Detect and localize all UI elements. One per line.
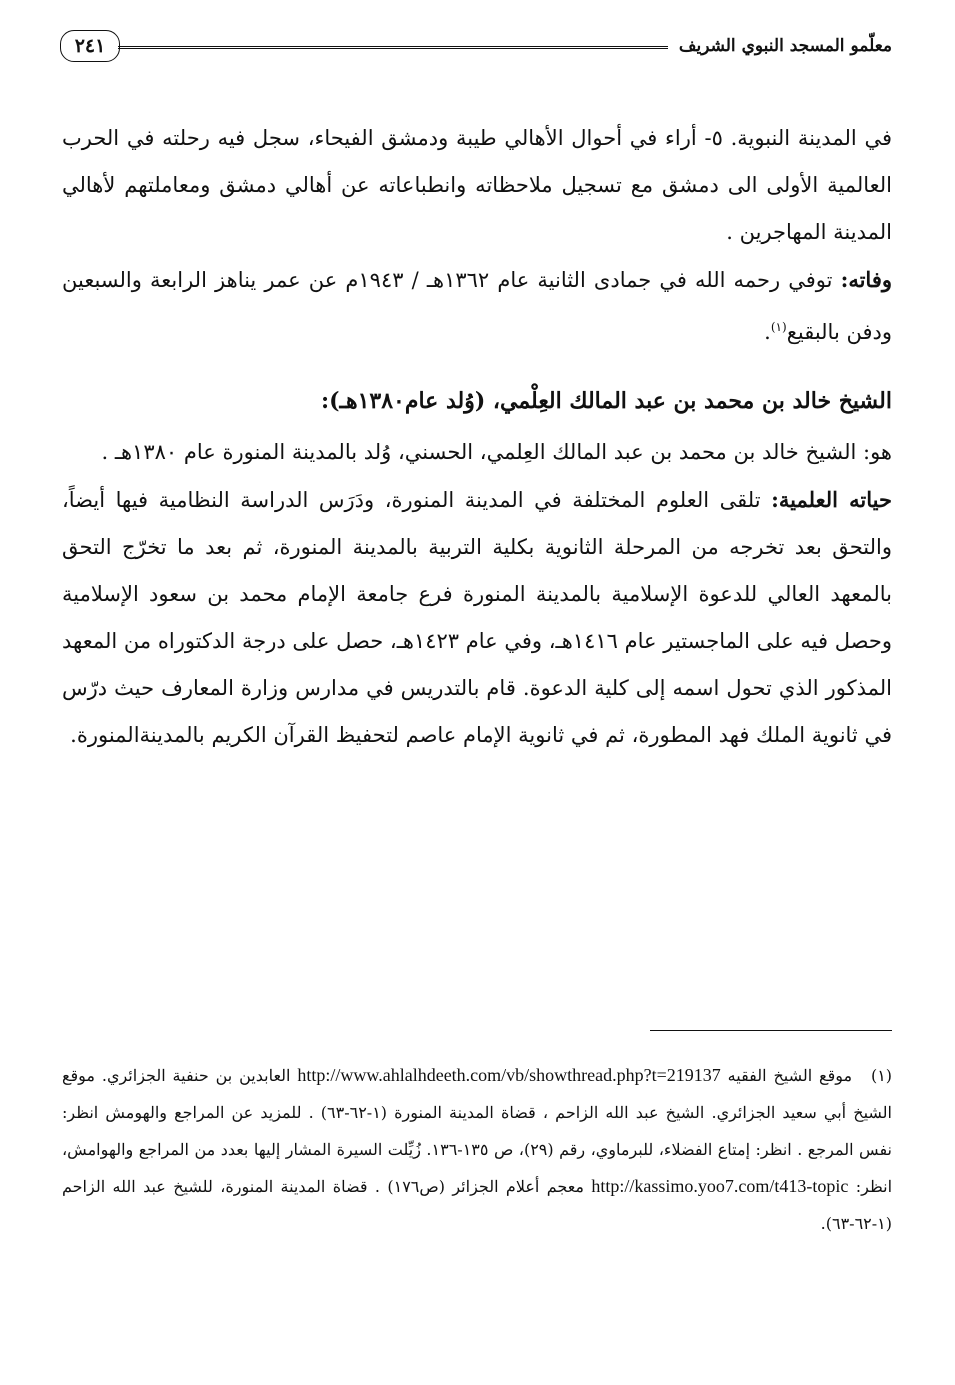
life-label: حياته العلمية: (771, 487, 892, 512)
paragraph-intro: هو: الشيخ خالد بن محمد بن عبد المالك العِلمي، الحسني، وُلد بالمدينة المنورة عام ١٣٨٠هـ . (101, 440, 892, 464)
footnote-text-b: العابدين بن حنفية الجزائري. موقع الشيخ أبي سعيد الجزائري. الشيخ عبد الله الزاحم ، قضاة المدينة المنورة (١-٦٢-٦٣) . للمزيد عن المراجع والهومش انظر: نفس المرجع . انظر: إمتاع الفضلاء، للبرماوي، رقم (٢٩)، ص ١٣٥-١٣٦. زُيِّلت السيرة المشار إليها بعدد من المراجع والهوامش، انظر: (62, 1066, 893, 1196)
footnote-reference[interactable]: (١) (770, 320, 787, 334)
footnote-number: (١) (870, 1066, 893, 1085)
main-text (62, 115, 892, 759)
page-number: ٢٤١ (60, 30, 120, 62)
footnote-text-a: موقع الشيخ الفقيه (727, 1066, 853, 1085)
footnote-separator (650, 1030, 892, 1031)
paragraph-works: في المدينة النبوية. ٥- أراء في أحوال الأهالي طيبة ودمشق الفيحاء، سجل فيه رحلته في الحرب العالمية الأولى الى دمشق مع تسجيل ملاحظاته وانطباعاته عن أهالي دمشق ومعاملتهم لأهالي المدينة المهاجرين . (62, 126, 892, 244)
footnotes (62, 1057, 892, 1242)
section-heading: الشيخ خالد بن محمد بن عبد المالك العِلْمي، (وُلد عام١٣٨٠هـ): (320, 388, 892, 414)
death-text: توفي رحمه الله في جمادى الثانية عام ١٣٦٢هـ / ١٩٤٣م عن عمر يناهز الرابعة والسبعين ودفن بالبقيع (62, 268, 892, 344)
footnote-link-2[interactable]: http://kassimo.yoo7.com/t413-topic (591, 1176, 849, 1196)
footnote-text-c: معجم أعلام الجزائر (ص١٧٦) . قضاة المدينة المنورة، للشيخ عبد الله الزاحم (١-٦٢-٦٣). (62, 1177, 892, 1233)
book-title: معلّمو المسجد النبوي الشريف (678, 36, 892, 56)
paragraph-death (62, 256, 892, 356)
footnote-link-1[interactable]: http://www.ahlalhdeeth.com/vb/showthread.php?t=219137 (297, 1065, 721, 1085)
header-rule (118, 46, 668, 49)
paragraph-life (62, 476, 892, 759)
running-header (60, 28, 892, 68)
death-end: . (764, 320, 771, 344)
death-label: وفاته: (840, 267, 892, 292)
life-text: تلقى العلوم المختلفة في المدينة المنورة، ودَرَس الدراسة النظامية فيها أيضاً، والتحق بعد تخرجه من المرحلة الثانوية بكلية التربية بالمدينة المنورة، ثم بعد ما تخرّج التحق بالمعهد العالي للدعوة الإسلامية بالمدينة المنورة فرع جامعة الإمام محمد بن سعود الإسلامية وحصل فيه على الماجستير عام ١٤١٦هـ، وفي عام ١٤٢٣هـ، حصل على درجة الدكتوراه من المعهد المذكور الذي تحول اسمه إلى كلية الدعوة. قام بالتدريس في مدارس وزارة المعارف حيث درّس في ثانوية الملك فهد المطورة، ثم في ثانوية الإمام عاصم لتحفيظ القرآن الكريم بالمدينةالمنورة. (62, 488, 892, 747)
